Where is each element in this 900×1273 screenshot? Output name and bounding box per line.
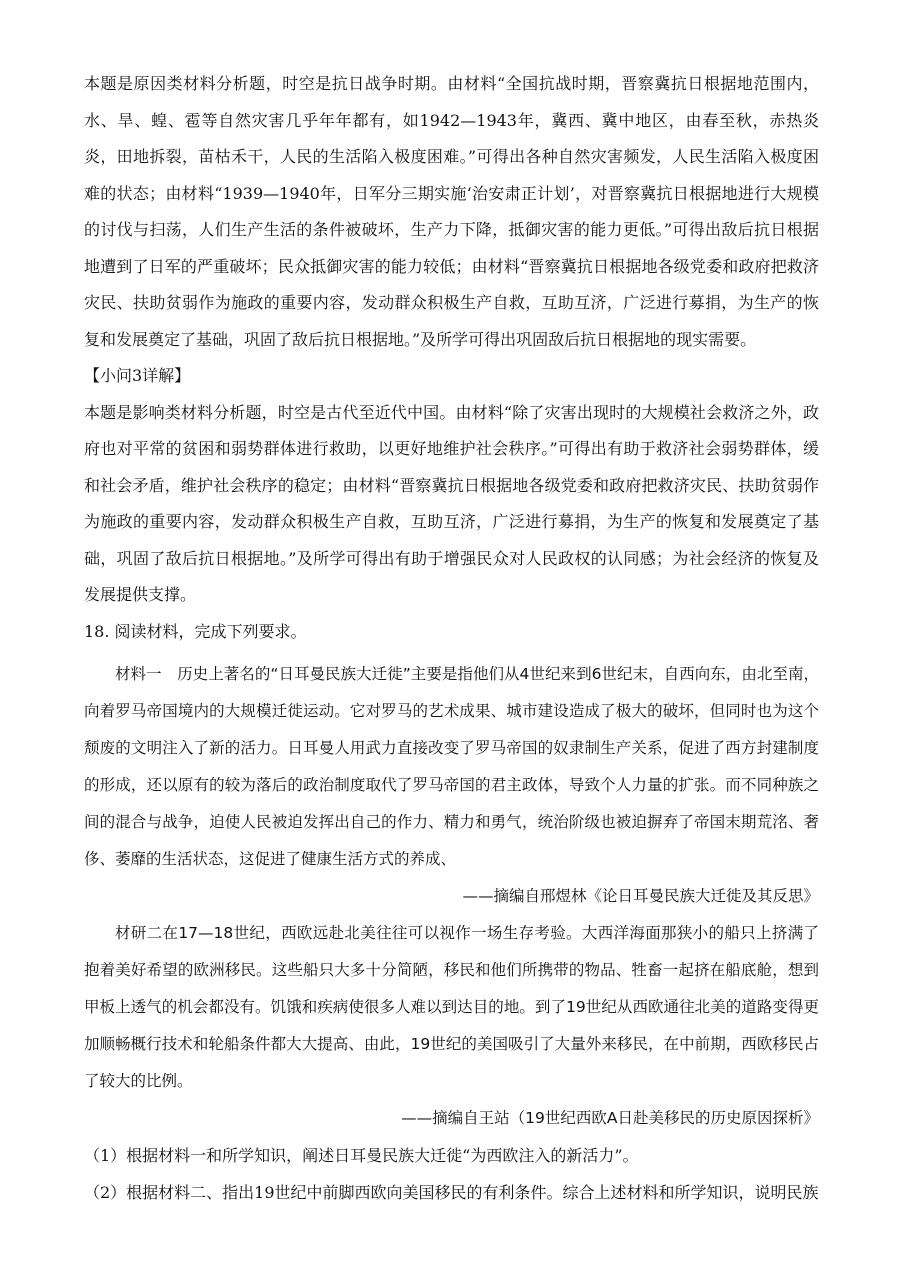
question-18-part-2: （2）根据材料二、指出19世纪中前脚西欧向美国移民的有利条件。综合上述材料和所学知识，说明民族 <box>84 1183 819 1202</box>
material-one-source: ——摘编自邢煜林《论日耳曼民族大迁徙及其反思》 <box>462 887 819 905</box>
material-two-source: ——摘编自王站（19世纪西欧A日赴美移民的历史原因探析》 <box>401 1109 819 1127</box>
question-18-title: 18. 阅读材料，完成下列要求。 <box>84 621 307 641</box>
material-one-text: 材料一 历史上著名的“日耳曼民族大迁徙”主要是指他们从4世纪来到6世纪末，自西向东，由北至南，向着罗马帝国境内的大规模迁徙运动。它对罗马的艺术成果、城市建设造成了极大的破坏，但同时也为这个颓废的文明注入了新的活力。日耳曼人用武力直接改变了罗马帝国的奴隶制生产关系，促进了西方封建制度的形成，还以原有的较为落后的政治制度取代了罗马帝国的君主政体，导致个人力量的扩张。而不同种族之间的混合与战争，迫使人民被迫发挥出自己的作力、精力和勇气，统治阶级也被迫摒弃了帝国末期荒洺、奢侈、萎靡的生活状态，这促进了健康生活方式的养成、 <box>84 665 819 868</box>
sub-question-3-heading: 【小问3详解】 <box>84 366 191 385</box>
question-18-part-1: （1）根据材料一和所学知识，阐述日耳曼民族大迁徙“为西欧注入的新活力”。 <box>84 1146 639 1165</box>
document-page <box>84 66 819 1211</box>
material-two-text: 材研二在17—18世纪，西欧远赴北美往往可以视作一场生存考验。大西洋海面那狭小的船只上挤满了抱着美好希望的欧洲移民。这些船只大多十分简陋，移民和他们所携带的物品、牲畜一起挤在船底舱，想到甲板上透气的机会都没有。饥饿和疾病使很多人难以到达目的地。到了19世纪从西欧通往北美的道路变得更加顺畅概行技术和轮船条件都大大提高、由此，19世纪的美国吸引了大量外来移民，在中前期，西欧移民占了较大的比例。 <box>84 924 819 1090</box>
analysis-paragraph-q2: 本题是原因类材料分析题，时空是抗日战争时期。由材料“全国抗战时期，晋察冀抗日根据地范围内，水、旱、蝗、雹等自然灾害几乎年年都有，如1942—1943年，冀西、冀中地区，由春至秋，赤热炎炎，田地拆裂，苗枯禾干，人民的生活陷入极度困难。”可得出各种自然灾害频发，人民生活陷入极度困难的状态；由材料“1939—1940年，日军分三期实施‘治安肃正计划’，对晋察冀抗日根据地进行大规模的讨伐与扫荡，人们生产生活的条件被破坏，生产力下降，抵御灾害的能力更低。”可得出敌后抗日根据地遭到了日军的严重破坏；民众抵御灾害的能力较低；由材料“晋察冀抗日根据地各级党委和政府把救济灾民、扶助贫弱作为施政的重要内容，发动群众积极生产自救，互助互济，广泛进行募捐，为生产的恢复和发展奠定了基础，巩固了敌后抗日根据地。”及所学可得出巩固敌后抗日根据地的现实需要。 <box>84 74 819 349</box>
analysis-paragraph-q3: 本题是影响类材料分析题，时空是古代至近代中国。由材料“除了灾害出现时的大规模社会救济之外，政府也对平常的贫困和弱势群体进行救助，以更好地维护社会秩序。”可得出有助于救济社会弱势群体，缓和社会矛盾，维护社会秩序的稳定；由材料“晋察冀抗日根据地各级党委和政府把救济灾民、扶助贫弱作为施政的重要内容，发动群众积极生产自救，互助互济，广泛进行募捐，为生产的恢复和发展奠定了基础，巩固了敌后抗日根据地。”及所学可得出有助于增强民众对人民政权的认同感；为社会经济的恢复及发展提供支撑。 <box>84 402 819 604</box>
